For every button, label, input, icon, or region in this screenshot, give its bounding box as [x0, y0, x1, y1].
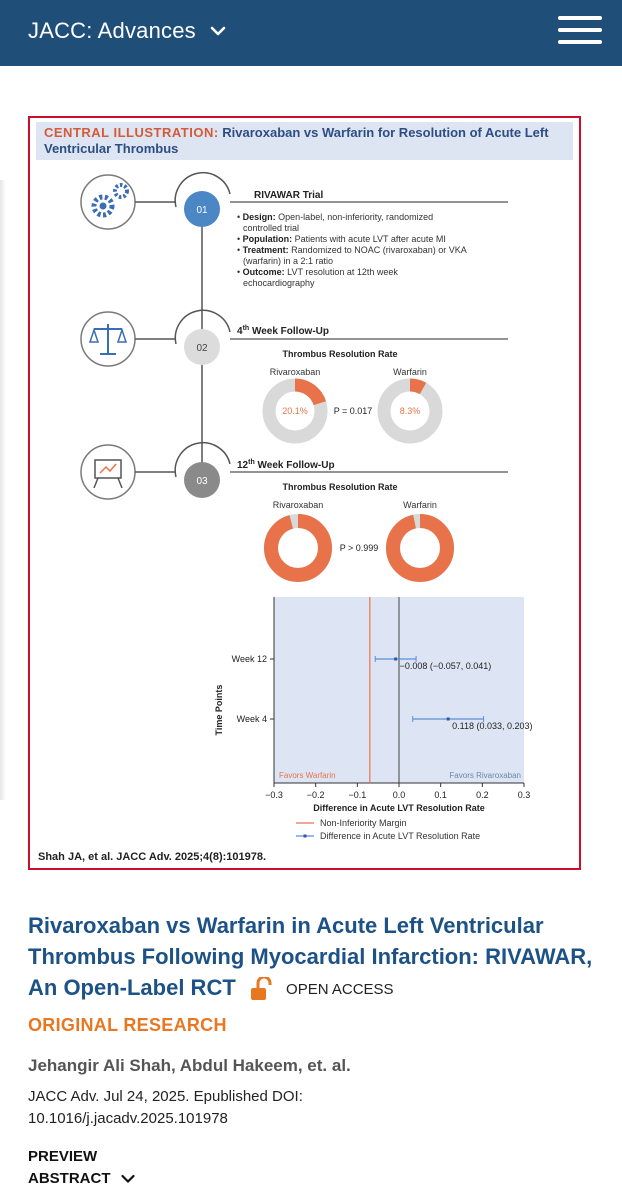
step-02-right-value: 8.3% [399, 406, 421, 416]
central-illustration[interactable] [28, 116, 581, 870]
hamburger-menu-icon[interactable] [558, 16, 602, 48]
step-01-heading: RIVAWAR Trial [254, 190, 324, 201]
x-tick-label: 0.3 [517, 790, 531, 800]
estimate-label: 0.118 (0.033, 0.203) [452, 721, 533, 731]
favors-warfarin-label: Favors Warfarin [279, 771, 336, 780]
x-tick-label: 0.2 [476, 790, 489, 800]
bullet-line-0-0: • Design: Open-label, non-inferiority, randomized [237, 212, 434, 222]
journal-selector[interactable] [28, 18, 226, 44]
article-authors: Jehangir Ali Shah, Abdul Hakeem, et. al. [28, 1055, 351, 1075]
chevron-down-icon [121, 1174, 135, 1184]
step-02-left-label: Rivaroxaban [269, 367, 321, 377]
illustration-title-lead: CENTRAL ILLUSTRATION: [44, 125, 219, 140]
step-03-right-value: 96.6% [407, 543, 433, 553]
x-tick-label: −0.3 [265, 790, 283, 800]
step-01-bullets [237, 212, 467, 288]
preview-section [28, 1146, 598, 1190]
open-lock-icon [250, 977, 272, 1001]
step-03-number: 03 [196, 476, 208, 487]
illustration-title [36, 122, 573, 160]
legend-label-difference: Difference in Acute LVT Resolution Rate [320, 831, 481, 841]
bullet-line-2-0: • Treatment: Randomized to NOAC (rivaroxaban) or VKA [237, 245, 467, 255]
page-edge-shadow [0, 180, 6, 800]
step-03-left-label: Rivaroxaban [272, 500, 324, 510]
article-type: ORIGINAL RESEARCH [28, 1014, 227, 1035]
scales-icon [81, 312, 135, 366]
point-estimate [447, 718, 450, 721]
journal-citation [28, 1086, 598, 1130]
bullet-line-3-0: • Outcome: LVT resolution at 12th week [237, 267, 398, 277]
doi-link[interactable]: 10.1016/j.jacadv.2025.101978 [28, 1109, 228, 1127]
gear-icon [81, 175, 135, 229]
open-access-label: OPEN ACCESS [286, 980, 394, 998]
x-axis-label: Difference in Acute LVT Resolution Rate [313, 803, 485, 813]
journal-name: JACC: Advances [28, 18, 196, 43]
x-tick-label: 0.0 [392, 790, 406, 800]
forest-plot [214, 597, 533, 841]
bullet-line-1-0: • Population: Patients with acute LVT after acute MI [237, 234, 446, 244]
y-axis-label: Time Points [214, 684, 224, 736]
step-03-right-label: Warfarin [403, 500, 437, 510]
illustration-title-text: Rivaroxaban vs Warfarin for Resolution of Acute Left Ventricular Thrombus [44, 125, 549, 156]
step-03-subheading: Thrombus Resolution Rate [282, 482, 398, 492]
y-tick-label: Week 12 [231, 654, 267, 664]
x-tick-label: −0.1 [348, 790, 367, 800]
journal-date: JACC Adv. Jul 24, 2025. Epublished DOI: [28, 1087, 303, 1105]
step-03-p-value: P > 0.999 [339, 543, 379, 553]
bullet-line-2-1: (warfarin) in a 2:1 ratio [243, 256, 334, 266]
presentation-board-icon [81, 445, 135, 499]
preview-label: PREVIEW [28, 1147, 98, 1165]
bullet-line-0-1: controlled trial [243, 223, 300, 233]
step-03-left-value: 95.8% [285, 543, 311, 553]
citation: Shah JA, et al. JACC Adv. 2025;4(8):101978. [38, 851, 267, 863]
step-02-p-value: P = 0.017 [333, 406, 373, 416]
legend-swatch-dot [304, 835, 307, 838]
legend-label-margin: Non-Inferiority Margin [320, 818, 407, 828]
illustration-graphic [30, 162, 579, 848]
x-tick-label: 0.1 [434, 790, 447, 800]
article-title-text[interactable]: Rivaroxaban vs Warfarin in Acute Left Ventricular Thrombus Following Myocardial Infarction: RIVAWAR, An Open-Label RCT [28, 913, 593, 1000]
bullet-line-3-1: echocardiography [243, 278, 315, 288]
abstract-toggle[interactable] [28, 1168, 598, 1190]
step-02-left-value: 20.1% [282, 406, 308, 416]
step-02-heading: 4th Week Follow-Up [237, 325, 329, 337]
favors-rivaroxaban-label: Favors Rivaroxaban [449, 771, 521, 780]
article-card [28, 910, 598, 1190]
point-estimate [394, 658, 397, 661]
step-02-number: 02 [196, 343, 208, 354]
step-03-heading: 12th Week Follow-Up [237, 459, 335, 471]
step-01-number: 01 [196, 205, 208, 216]
article-title[interactable] [28, 910, 598, 1005]
top-navigation-bar [0, 0, 622, 66]
chevron-down-icon [210, 25, 226, 37]
x-tick-label: −0.2 [306, 790, 325, 800]
step-02-subheading: Thrombus Resolution Rate [282, 349, 398, 359]
step-02-right-label: Warfarin [393, 367, 427, 377]
abstract-label[interactable]: ABSTRACT [28, 1169, 111, 1187]
y-tick-label: Week 4 [236, 714, 267, 724]
estimate-label: −0.008 (−0.057, 0.041) [399, 661, 492, 671]
